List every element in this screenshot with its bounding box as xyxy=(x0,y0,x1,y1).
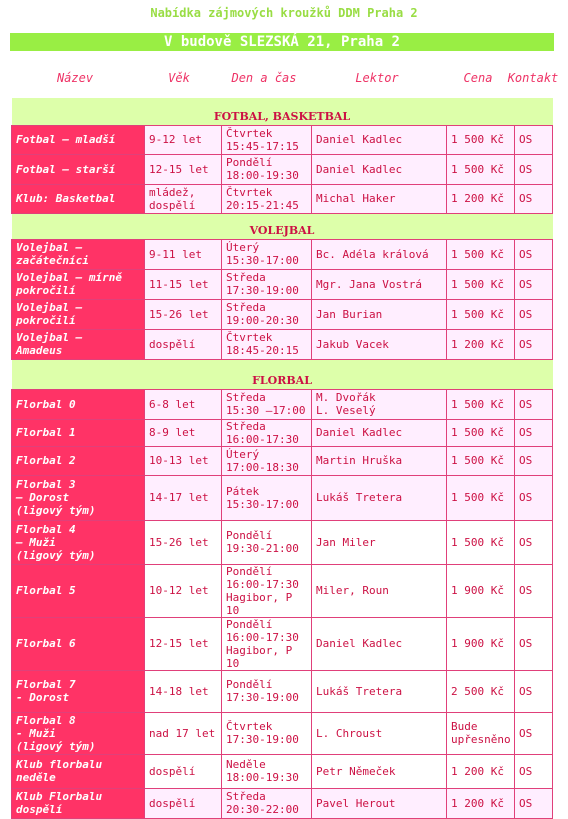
cell-line: Mgr. Jana Vostrá xyxy=(316,277,422,291)
cell-line: Úterý xyxy=(226,447,260,461)
club-name xyxy=(12,154,145,184)
table-row xyxy=(12,712,553,754)
price-cell xyxy=(447,419,515,446)
cell-line: Florbal 1 xyxy=(16,426,76,439)
cell-line: Volejbal – mírně xyxy=(16,271,122,284)
cell-line: mládež, xyxy=(149,185,196,199)
cell-line: Pondělí xyxy=(226,678,273,691)
cell-line: 1 900 Kč xyxy=(451,637,504,650)
lector-cell xyxy=(312,475,447,520)
cell-line: 15:45-17:15 xyxy=(226,139,299,153)
schedule-cell xyxy=(222,788,312,818)
club-name xyxy=(12,125,145,154)
club-name xyxy=(12,419,145,446)
price-cell xyxy=(447,475,515,520)
club-name xyxy=(12,617,145,670)
cell-line: Michal Haker xyxy=(316,192,396,205)
club-name xyxy=(12,329,145,359)
cell-line: Lukáš Tretera xyxy=(316,491,403,504)
cell-line: - Dorost xyxy=(16,691,69,704)
cell-line: 9-12 let xyxy=(149,133,202,146)
schedule-cell xyxy=(222,419,312,446)
table-row xyxy=(12,754,553,788)
schedule-cell xyxy=(222,475,312,520)
age-cell xyxy=(145,329,222,359)
lector-cell xyxy=(312,617,447,670)
cell-line: Florbal 7 xyxy=(16,678,76,691)
cell-line: 1 200 Kč xyxy=(451,192,504,205)
table-row xyxy=(12,520,553,564)
cell-line: 20:30-22:00 xyxy=(226,803,299,816)
cell-line: – Muži xyxy=(16,535,56,549)
age-cell xyxy=(145,617,222,670)
club-name xyxy=(12,239,145,269)
club-name xyxy=(12,389,145,419)
price-cell xyxy=(447,670,515,712)
contact-cell: OS xyxy=(515,184,553,213)
cell-line: 2 500 Kč xyxy=(451,684,504,698)
contact-cell: OS xyxy=(515,520,553,564)
cell-line: neděle xyxy=(16,771,56,784)
lector-cell xyxy=(312,299,447,329)
clubs-table xyxy=(11,98,553,819)
club-name xyxy=(12,754,145,788)
cell-line: Lukáš Tretera xyxy=(316,684,403,698)
section-spacer xyxy=(12,359,553,372)
cell-line: 8-9 let xyxy=(149,426,196,439)
cell-line: 17:30-19:00 xyxy=(226,691,299,704)
cell-line: Volejbal – xyxy=(16,331,83,344)
price-cell xyxy=(447,564,515,617)
cell-line: dospělí xyxy=(149,796,196,810)
cell-line: - Muži xyxy=(16,726,56,740)
lector-cell xyxy=(312,154,447,184)
cell-line: upřesněno xyxy=(451,733,511,746)
cell-line: 17:30-19:00 xyxy=(226,284,299,297)
contact-cell: OS xyxy=(515,564,553,617)
price-cell xyxy=(447,239,515,269)
cell-line: Hagibor, P 10 xyxy=(226,643,293,670)
price-cell xyxy=(447,520,515,564)
cell-line: 11-15 let xyxy=(149,277,209,291)
contact-cell: OS xyxy=(515,329,553,359)
cell-line: Pavel Herout xyxy=(316,796,396,810)
cell-line: (ligový tým) xyxy=(16,548,96,562)
cell-line: 1 500 Kč xyxy=(451,277,504,291)
schedule-cell xyxy=(222,389,312,419)
cell-line: Florbal 5 xyxy=(16,584,76,597)
cell-line: Pondělí xyxy=(226,564,273,578)
cell-line: 10-13 let xyxy=(149,454,209,467)
lector-cell xyxy=(312,788,447,818)
age-cell xyxy=(145,754,222,788)
schedule-cell xyxy=(222,754,312,788)
lector-cell xyxy=(312,184,447,213)
age-cell xyxy=(145,564,222,617)
contact-cell: OS xyxy=(515,239,553,269)
lector-cell xyxy=(312,446,447,475)
table-row xyxy=(12,125,553,154)
cell-line: 15-26 let xyxy=(149,307,209,321)
contact-cell: OS xyxy=(515,670,553,712)
cell-line: 16:00-17:30 xyxy=(226,577,299,591)
price-cell xyxy=(447,269,515,299)
table-row xyxy=(12,475,553,520)
column-header-price: Cena xyxy=(463,71,493,85)
price-cell xyxy=(447,184,515,213)
schedule-cell xyxy=(222,329,312,359)
cell-line: – Dorost xyxy=(16,491,69,504)
club-name xyxy=(12,670,145,712)
cell-line: 12-15 let xyxy=(149,162,209,176)
cell-line: pokročilí xyxy=(16,284,76,297)
schedule-cell xyxy=(222,269,312,299)
cell-line: nad 17 let xyxy=(149,726,216,740)
cell-line: Florbal 3 xyxy=(16,478,76,491)
price-cell xyxy=(447,754,515,788)
contact-cell: OS xyxy=(515,788,553,818)
cell-line: dospělí xyxy=(149,337,196,351)
age-cell xyxy=(145,269,222,299)
club-name xyxy=(12,712,145,754)
page-title: Nabídka zájmových kroužků DDM Praha 2 xyxy=(150,6,418,20)
age-cell xyxy=(145,239,222,269)
cell-line: 1 200 Kč xyxy=(451,337,504,351)
cell-line: 18:00-19:30 xyxy=(226,771,299,784)
cell-line: 19:30-21:00 xyxy=(226,542,299,555)
cell-line: 19:00-20:30 xyxy=(226,314,299,327)
cell-line: Středa xyxy=(226,419,266,433)
cell-line: L. Chroust xyxy=(316,726,383,740)
column-header-age: Věk xyxy=(168,71,190,85)
contact-cell: OS xyxy=(515,712,553,754)
age-cell xyxy=(145,670,222,712)
age-cell xyxy=(145,712,222,754)
cell-line: Florbal 2 xyxy=(16,454,76,467)
lector-cell xyxy=(312,125,447,154)
cell-line: Miler, Roun xyxy=(316,584,389,597)
cell-line: 1 500 Kč xyxy=(451,133,504,146)
table-row xyxy=(12,670,553,712)
cell-line: Martin Hruška xyxy=(316,454,403,467)
table-row xyxy=(12,269,553,299)
price-cell xyxy=(447,617,515,670)
club-name xyxy=(12,788,145,818)
section-header xyxy=(12,223,553,239)
cell-line: 18:45-20:15 xyxy=(226,344,299,357)
contact-cell: OS xyxy=(515,125,553,154)
lector-cell xyxy=(312,269,447,299)
cell-line: Klub Florbalu xyxy=(16,790,103,803)
cell-line: Florbal 6 xyxy=(16,637,76,650)
section-spacer-cell xyxy=(12,213,553,223)
cell-line: 1 500 Kč xyxy=(451,454,504,467)
schedule-cell xyxy=(222,446,312,475)
club-name xyxy=(12,475,145,520)
contact-cell: OS xyxy=(515,299,553,329)
table-row xyxy=(12,329,553,359)
cell-line: Středa xyxy=(226,790,266,803)
cell-line: Jan Miler xyxy=(316,535,376,549)
schedule-cell xyxy=(222,617,312,670)
cell-line: 16:00-17:30 xyxy=(226,630,299,644)
cell-line: Daniel Kadlec xyxy=(316,637,403,650)
cell-line: Fotbal – starší xyxy=(16,162,116,176)
lector-cell xyxy=(312,564,447,617)
cell-line: Bude xyxy=(451,720,478,733)
cell-line: 15:30 –17:00 xyxy=(226,404,306,417)
contact-cell: OS xyxy=(515,617,553,670)
section-title: FLORBAL xyxy=(12,372,553,389)
table-row xyxy=(12,446,553,475)
table-row xyxy=(12,564,553,617)
table-row xyxy=(12,389,553,419)
schedule-cell xyxy=(222,564,312,617)
cell-line: Čtvrtek xyxy=(226,720,273,733)
cell-line: 15:30-17:00 xyxy=(226,497,299,511)
lector-cell xyxy=(312,712,447,754)
cell-line: Fotbal – mladší xyxy=(16,133,116,146)
cell-line: 15-26 let xyxy=(149,535,209,549)
cell-line: Florbal 0 xyxy=(16,397,76,411)
age-cell xyxy=(145,788,222,818)
cell-line: 14-18 let xyxy=(149,684,209,698)
cell-line: 15:30-17:00 xyxy=(226,254,299,267)
table-row xyxy=(12,788,553,818)
table-row xyxy=(12,239,553,269)
cell-line: Bc. Adéla králová xyxy=(316,247,429,261)
cell-line: 1 500 Kč xyxy=(451,162,504,176)
cell-line: Čtvrtek xyxy=(226,126,273,140)
cell-line: Pondělí xyxy=(226,156,273,169)
cell-line: dospělí xyxy=(16,803,63,816)
cell-line: 12-15 let xyxy=(149,637,209,650)
cell-line: Neděle xyxy=(226,758,266,771)
cell-line: Volejbal – xyxy=(16,241,83,254)
column-header-name: Název xyxy=(56,71,94,85)
section-header xyxy=(12,108,553,125)
cell-line: 20:15-21:45 xyxy=(226,198,299,212)
lector-cell xyxy=(312,329,447,359)
cell-line: 1 200 Kč xyxy=(451,796,504,810)
column-header-contact: Kontakt xyxy=(507,71,559,85)
cell-line: dospělí xyxy=(149,764,196,778)
price-cell xyxy=(447,299,515,329)
contact-cell: OS xyxy=(515,754,553,788)
schedule-cell xyxy=(222,520,312,564)
lector-cell xyxy=(312,754,447,788)
cell-line: L. Veselý xyxy=(316,404,376,417)
schedule-cell xyxy=(222,239,312,269)
price-cell xyxy=(447,125,515,154)
lector-cell xyxy=(312,389,447,419)
age-cell xyxy=(145,419,222,446)
age-cell xyxy=(145,389,222,419)
column-header-time: Den a čas xyxy=(231,71,297,85)
cell-line: Čtvrtek xyxy=(226,185,273,199)
price-cell xyxy=(447,712,515,754)
cell-line: Daniel Kadlec xyxy=(316,162,403,176)
cell-line: 10-12 let xyxy=(149,584,209,597)
lector-cell xyxy=(312,239,447,269)
cell-line: 17:30-19:00 xyxy=(226,733,299,746)
cell-line: 17:00-18:30 xyxy=(226,460,299,474)
table-row xyxy=(12,419,553,446)
cell-line: Jakub Vacek xyxy=(316,337,389,351)
cell-line: Středa xyxy=(226,301,266,314)
cell-line: Daniel Kadlec xyxy=(316,133,403,146)
cell-line: 6-8 let xyxy=(149,397,196,411)
lector-cell xyxy=(312,670,447,712)
schedule-cell xyxy=(222,184,312,213)
club-name xyxy=(12,564,145,617)
section-title: FOTBAL, BASKETBAL xyxy=(12,108,553,125)
club-name xyxy=(12,446,145,475)
contact-cell: OS xyxy=(515,446,553,475)
cell-line: 1 500 Kč xyxy=(451,397,504,411)
column-header-lector: Lektor xyxy=(355,71,399,85)
table-row xyxy=(12,299,553,329)
cell-line: Florbal 4 xyxy=(16,522,76,536)
cell-line: 1 500 Kč xyxy=(451,491,504,504)
age-cell xyxy=(145,475,222,520)
age-cell xyxy=(145,125,222,154)
lector-cell xyxy=(312,419,447,446)
contact-cell: OS xyxy=(515,475,553,520)
club-name xyxy=(12,520,145,564)
age-cell xyxy=(145,446,222,475)
schedule-cell xyxy=(222,125,312,154)
schedule-cell xyxy=(222,670,312,712)
cell-line: začátečníci xyxy=(16,254,89,267)
contact-cell: OS xyxy=(515,154,553,184)
age-cell xyxy=(145,520,222,564)
cell-line: 16:00-17:30 xyxy=(226,432,299,446)
cell-line: Florbal 8 xyxy=(16,713,76,727)
cell-line: Pondělí xyxy=(226,617,273,631)
cell-line: (ligový tým) xyxy=(16,739,96,753)
cell-line: 1 900 Kč xyxy=(451,584,504,597)
section-spacer-cell xyxy=(12,359,553,372)
table-row xyxy=(12,154,553,184)
price-cell xyxy=(447,446,515,475)
price-cell xyxy=(447,788,515,818)
club-name xyxy=(12,184,145,213)
cell-line: Petr Němeček xyxy=(316,764,396,778)
contact-cell: OS xyxy=(515,389,553,419)
section-spacer xyxy=(12,213,553,223)
cell-line: 14-17 let xyxy=(149,491,209,504)
cell-line: M. Dvořák xyxy=(316,391,376,404)
cell-line: 1 200 Kč xyxy=(451,764,504,778)
schedule-cell xyxy=(222,299,312,329)
section-spacer xyxy=(12,98,553,108)
cell-line: Amadeus xyxy=(16,344,63,357)
schedule-cell xyxy=(222,154,312,184)
age-cell xyxy=(145,184,222,213)
cell-line: Jan Burian xyxy=(316,307,383,321)
schedule-cell xyxy=(222,712,312,754)
cell-line: Klub: Basketbal xyxy=(16,192,116,205)
lector-cell xyxy=(312,520,447,564)
age-cell xyxy=(145,154,222,184)
club-name xyxy=(12,269,145,299)
club-name xyxy=(12,299,145,329)
cell-line: Volejbal – xyxy=(16,301,83,314)
section-header xyxy=(12,372,553,389)
cell-line: (ligový tým) xyxy=(16,504,96,517)
price-cell xyxy=(447,329,515,359)
cell-line: 1 500 Kč xyxy=(451,307,504,321)
cell-line: Úterý xyxy=(226,241,260,254)
cell-line: dospělí xyxy=(149,198,196,212)
contact-cell: OS xyxy=(515,269,553,299)
cell-line: 1 500 Kč xyxy=(451,247,504,261)
cell-line: Hagibor, P 10 xyxy=(226,590,293,617)
cell-line: pokročilí xyxy=(16,314,76,327)
section-title: VOLEJBAL xyxy=(12,223,553,239)
cell-line: Čtvrtek xyxy=(226,331,273,344)
price-cell xyxy=(447,389,515,419)
cell-line: Klub florbalu xyxy=(16,758,103,771)
cell-line: Středa xyxy=(226,271,266,284)
cell-line: Daniel Kadlec xyxy=(316,426,403,439)
cell-line: Středa xyxy=(226,391,266,404)
cell-line: Pátek xyxy=(226,484,260,498)
cell-line: 1 500 Kč xyxy=(451,426,504,439)
price-cell xyxy=(447,154,515,184)
cell-line: 9-11 let xyxy=(149,247,202,261)
table-row xyxy=(12,617,553,670)
contact-cell: OS xyxy=(515,419,553,446)
cell-line: Pondělí xyxy=(226,529,273,542)
cell-line: 1 500 Kč xyxy=(451,535,504,549)
building-banner: V budově SLEZSKÁ 21, Praha 2 xyxy=(10,33,554,51)
table-row xyxy=(12,184,553,213)
cell-line: 18:00-19:30 xyxy=(226,169,299,182)
section-spacer-cell xyxy=(12,98,553,108)
age-cell xyxy=(145,299,222,329)
